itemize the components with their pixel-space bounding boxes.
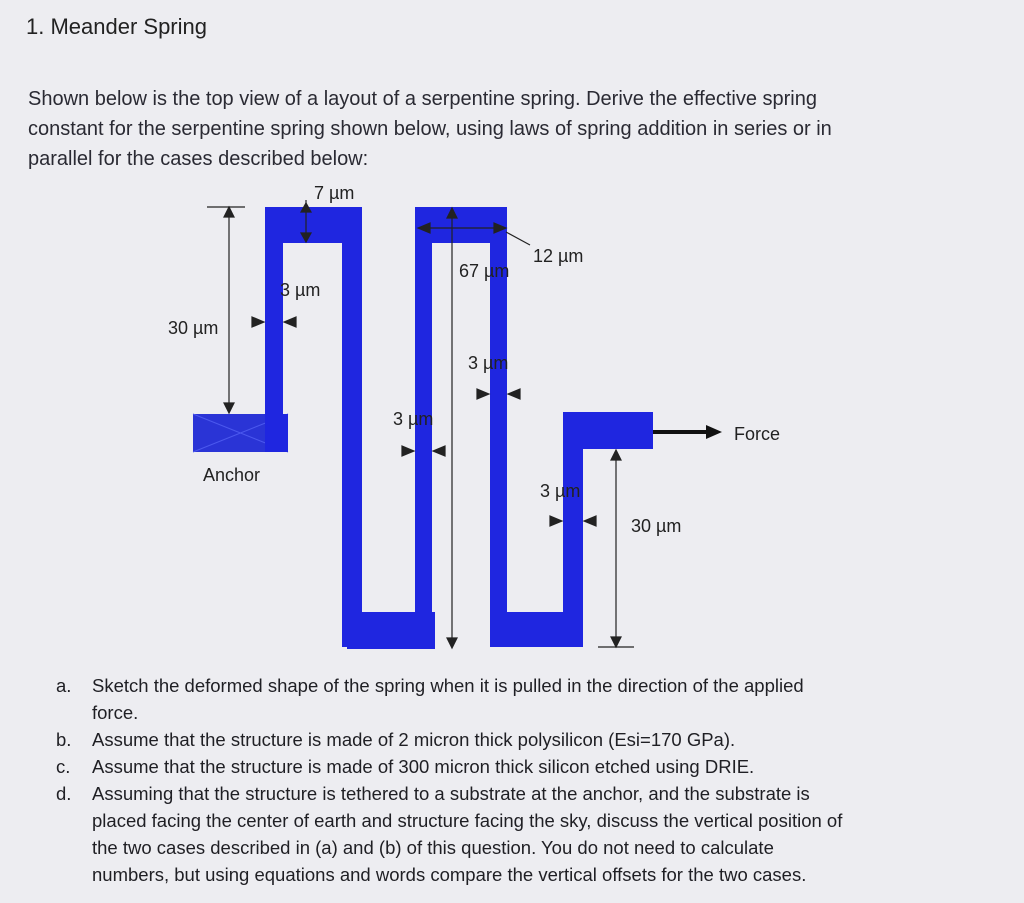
question-letter: d.: [56, 783, 72, 804]
question-letter: a.: [56, 675, 72, 696]
label-30-right: 30 µm: [631, 516, 682, 536]
label-top-width: 7 µm: [314, 183, 355, 203]
question-b: [50, 726, 970, 753]
question-text: Sketch the deformed shape of the spring when it is pulled in the direction of the applied: [92, 675, 804, 696]
label-67: 67 µm: [459, 261, 510, 281]
label-anchor: Anchor: [203, 465, 261, 485]
question-letter: b.: [56, 729, 72, 750]
question-letter: c.: [56, 756, 71, 777]
page-title: 1. Meander Spring: [26, 14, 207, 39]
question-text: placed facing the center of earth and structure facing the sky, discuss the vertical position of: [92, 810, 843, 831]
label-force: Force: [734, 424, 781, 444]
question-text: force.: [92, 702, 139, 723]
question-a: [50, 672, 970, 726]
question-text: numbers, but using equations and words compare the vertical offsets for the two cases.: [92, 864, 807, 885]
question-text: the two cases described in (a) and (b) of this question. You do not need to calculate: [92, 837, 774, 858]
question-list: [50, 672, 970, 888]
intro-line: constant for the serpentine spring shown below, using laws of spring addition in series or in: [28, 118, 832, 140]
question-c: [50, 753, 970, 780]
question-d: [50, 780, 970, 888]
question-text: Assuming that the structure is tethered to a substrate at the anchor, and the substrate is: [92, 783, 810, 804]
question-text: Assume that the structure is made of 300 micron thick silicon etched using DRIE.: [92, 756, 755, 777]
question-text: Assume that the structure is made of 2 micron thick polysilicon (Esi=170 GPa).: [92, 729, 736, 750]
intro-line: parallel for the cases described below:: [28, 148, 369, 170]
label-3-right: 3 µm: [540, 481, 581, 501]
label-3-mid: 3 µm: [468, 353, 509, 373]
intro-line: Shown below is the top view of a layout of a serpentine spring. Derive the effective spring: [28, 88, 817, 110]
label-beam-width-left: 3 µm: [280, 280, 321, 300]
label-12: 12 µm: [533, 246, 584, 266]
label-30-left: 30 µm: [168, 318, 219, 338]
label-3-center: 3 µm: [393, 409, 434, 429]
